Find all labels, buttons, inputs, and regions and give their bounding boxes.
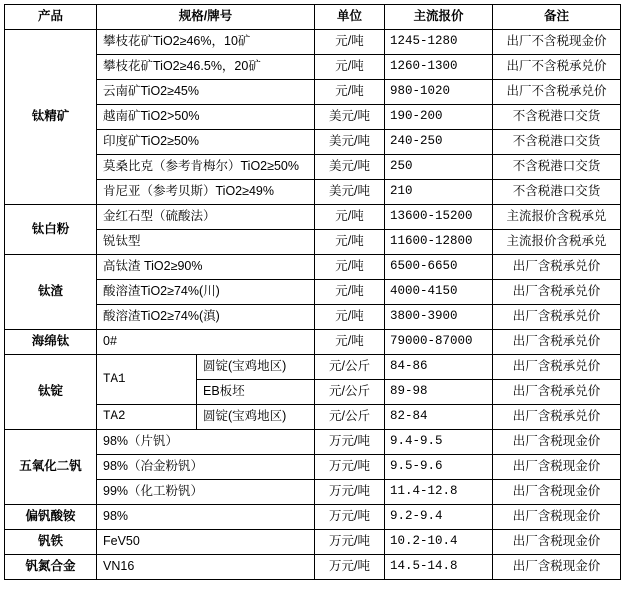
product-category-cell: 钒铁 <box>5 530 97 555</box>
remark-cell: 出厂含税承兑价 <box>493 305 621 330</box>
unit-cell: 元/公斤 <box>315 380 385 405</box>
remark-cell: 出厂不含税承兑价 <box>493 80 621 105</box>
product-category-cell: 偏钒酸铵 <box>5 505 97 530</box>
unit-cell: 元/吨 <box>315 305 385 330</box>
unit-cell: 万元/吨 <box>315 480 385 505</box>
remark-cell: 出厂含税现金价 <box>493 430 621 455</box>
titanium-vanadium-price-table <box>4 4 621 580</box>
spec-cell: 酸溶渣TiO2≥74%(川) <box>97 280 315 305</box>
remark-cell: 出厂含税承兑价 <box>493 405 621 430</box>
spec-cell: 98%（冶金粉钒） <box>97 455 315 480</box>
remark-cell: 出厂含税承兑价 <box>493 380 621 405</box>
remark-cell: 出厂含税承兑价 <box>493 280 621 305</box>
spec-cell: 越南矿TiO2>50% <box>97 105 315 130</box>
spec-cell: 攀枝花矿TiO2≥46%，10矿 <box>97 30 315 55</box>
unit-cell: 元/公斤 <box>315 355 385 380</box>
unit-cell: 万元/吨 <box>315 505 385 530</box>
price-cell: 1245-1280 <box>385 30 493 55</box>
table-row <box>5 405 621 430</box>
unit-cell: 万元/吨 <box>315 555 385 580</box>
unit-cell: 万元/吨 <box>315 530 385 555</box>
table-row <box>5 155 621 180</box>
product-category-cell: 钛渣 <box>5 255 97 330</box>
spec-cell: 云南矿TiO2≥45% <box>97 80 315 105</box>
header-unit: 单位 <box>315 5 385 30</box>
table-row <box>5 230 621 255</box>
spec-cell: 锐钛型 <box>97 230 315 255</box>
remark-cell: 出厂含税承兑价 <box>493 330 621 355</box>
unit-cell: 元/吨 <box>315 55 385 80</box>
price-cell: 79000-87000 <box>385 330 493 355</box>
product-category-cell: 海绵钛 <box>5 330 97 355</box>
spec-cell: 莫桑比克（参考肯梅尔）TiO2≥50% <box>97 155 315 180</box>
price-cell: 6500-6650 <box>385 255 493 280</box>
unit-cell: 元/吨 <box>315 255 385 280</box>
spec-cell: 圆锭(宝鸡地区) <box>197 405 315 430</box>
spec-cell: 金红石型（硫酸法） <box>97 205 315 230</box>
remark-cell: 出厂含税现金价 <box>493 455 621 480</box>
price-cell: 1260-1300 <box>385 55 493 80</box>
header-remark: 备注 <box>493 5 621 30</box>
spec-cell: 印度矿TiO2≥50% <box>97 130 315 155</box>
table-row <box>5 505 621 530</box>
price-cell: 9.2-9.4 <box>385 505 493 530</box>
price-cell: 190-200 <box>385 105 493 130</box>
unit-cell: 美元/吨 <box>315 130 385 155</box>
table-row <box>5 480 621 505</box>
remark-cell: 出厂不含税承兑价 <box>493 55 621 80</box>
price-cell: 89-98 <box>385 380 493 405</box>
remark-cell: 出厂含税现金价 <box>493 480 621 505</box>
table-row <box>5 280 621 305</box>
product-category-cell: 钛锭 <box>5 355 97 430</box>
spec-cell: 高钛渣 TiO2≥90% <box>97 255 315 280</box>
unit-cell: 元/吨 <box>315 330 385 355</box>
unit-cell: 万元/吨 <box>315 455 385 480</box>
remark-cell: 出厂含税现金价 <box>493 505 621 530</box>
price-cell: 84-86 <box>385 355 493 380</box>
remark-cell: 不含税港口交货 <box>493 130 621 155</box>
price-cell: 9.4-9.5 <box>385 430 493 455</box>
price-cell: 9.5-9.6 <box>385 455 493 480</box>
unit-cell: 元/吨 <box>315 230 385 255</box>
unit-cell: 元/吨 <box>315 205 385 230</box>
table-row <box>5 30 621 55</box>
price-cell: 980-1020 <box>385 80 493 105</box>
remark-cell: 主流报价含税承兑 <box>493 205 621 230</box>
unit-cell: 元/吨 <box>315 80 385 105</box>
table-row <box>5 455 621 480</box>
price-cell: 210 <box>385 180 493 205</box>
price-cell: 3800-3900 <box>385 305 493 330</box>
spec-cell: 圆锭(宝鸡地区) <box>197 355 315 380</box>
grade-cell: TA2 <box>97 405 197 430</box>
unit-cell: 元/公斤 <box>315 405 385 430</box>
price-cell: 13600-15200 <box>385 205 493 230</box>
table-row <box>5 355 621 380</box>
unit-cell: 元/吨 <box>315 30 385 55</box>
remark-cell: 出厂含税承兑价 <box>493 255 621 280</box>
table-row <box>5 205 621 230</box>
table-row <box>5 55 621 80</box>
table-row <box>5 105 621 130</box>
remark-cell: 主流报价含税承兑 <box>493 230 621 255</box>
table-row <box>5 530 621 555</box>
table-header-row <box>5 5 621 30</box>
table-row <box>5 180 621 205</box>
remark-cell: 不含税港口交货 <box>493 155 621 180</box>
spec-cell: 酸溶渣TiO2≥74%(滇) <box>97 305 315 330</box>
spec-cell: 99%（化工粉钒） <box>97 480 315 505</box>
remark-cell: 出厂含税现金价 <box>493 530 621 555</box>
table-row <box>5 430 621 455</box>
spec-cell: EB板坯 <box>197 380 315 405</box>
product-category-cell: 五氧化二钒 <box>5 430 97 505</box>
spec-cell: 98% <box>97 505 315 530</box>
product-category-cell: 钛白粉 <box>5 205 97 255</box>
product-category-cell: 钛精矿 <box>5 30 97 205</box>
remark-cell: 出厂不含税现金价 <box>493 30 621 55</box>
table-row <box>5 305 621 330</box>
price-cell: 4000-4150 <box>385 280 493 305</box>
table-row <box>5 130 621 155</box>
price-cell: 11600-12800 <box>385 230 493 255</box>
unit-cell: 美元/吨 <box>315 105 385 130</box>
price-cell: 14.5-14.8 <box>385 555 493 580</box>
grade-cell: TA1 <box>97 355 197 405</box>
price-cell: 11.4-12.8 <box>385 480 493 505</box>
spec-cell: 攀枝花矿TiO2≥46.5%，20矿 <box>97 55 315 80</box>
table-row <box>5 330 621 355</box>
spec-cell: 肯尼亚（参考贝斯）TiO2≥49% <box>97 180 315 205</box>
remark-cell: 出厂含税现金价 <box>493 555 621 580</box>
remark-cell: 不含税港口交货 <box>493 180 621 205</box>
spec-cell: FeV50 <box>97 530 315 555</box>
price-cell: 250 <box>385 155 493 180</box>
table-row <box>5 555 621 580</box>
product-category-cell: 钒氮合金 <box>5 555 97 580</box>
unit-cell: 万元/吨 <box>315 430 385 455</box>
price-cell: 10.2-10.4 <box>385 530 493 555</box>
spec-cell: 0# <box>97 330 315 355</box>
price-cell: 82-84 <box>385 405 493 430</box>
header-spec: 规格/牌号 <box>97 5 315 30</box>
remark-cell: 出厂含税承兑价 <box>493 355 621 380</box>
spec-cell: 98%（片钒） <box>97 430 315 455</box>
unit-cell: 元/吨 <box>315 280 385 305</box>
remark-cell: 不含税港口交货 <box>493 105 621 130</box>
header-product: 产品 <box>5 5 97 30</box>
unit-cell: 美元/吨 <box>315 180 385 205</box>
table-row <box>5 80 621 105</box>
price-cell: 240-250 <box>385 130 493 155</box>
table-row <box>5 255 621 280</box>
unit-cell: 美元/吨 <box>315 155 385 180</box>
header-price: 主流报价 <box>385 5 493 30</box>
spec-cell: VN16 <box>97 555 315 580</box>
